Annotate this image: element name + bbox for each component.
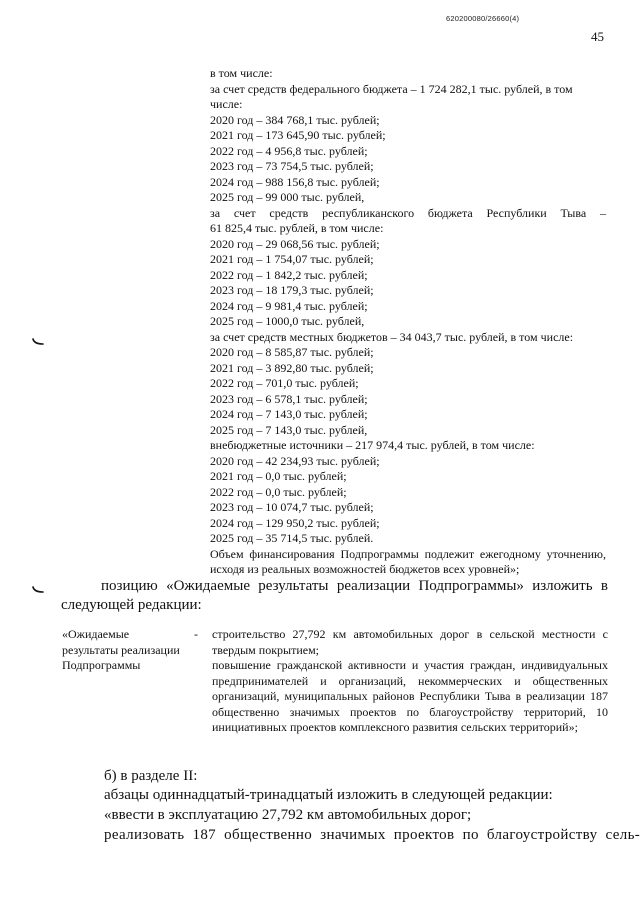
funding-line: 2025 год – 35 714,5 тыс. рублей. — [210, 531, 374, 545]
funding-line: 2023 год – 10 074,7 тыс. рублей; — [210, 500, 374, 514]
margin-mark — [32, 338, 44, 346]
page-number: 45 — [591, 29, 604, 44]
funding-line: 2020 год – 8 585,87 тыс. рублей; — [210, 345, 374, 359]
funding-line: 2024 год – 7 143,0 тыс. рублей; — [210, 407, 368, 421]
funding-line: 2025 год – 1000,0 тыс. рублей, — [210, 314, 365, 328]
funding-line: 2023 год – 6 578,1 тыс. рублей; — [210, 391, 368, 406]
results-content — [212, 627, 608, 736]
funding-line: 2020 год – 29 068,56 тыс. рублей; — [210, 236, 380, 251]
results-paragraph: строительство 27,792 км автомобильных дорог в сельской местности с твердым покрытием; — [212, 627, 608, 657]
funding-line: 2023 год – 73 754,5 тыс. рублей; — [210, 159, 374, 173]
funding-line: 2024 год – 9 981,4 тыс. рублей; — [210, 298, 368, 313]
funding-line: 2022 год – 1 842,2 тыс. рублей; — [210, 267, 368, 282]
margin-mark — [32, 586, 44, 594]
funding-line: 2024 год – 129 950,2 тыс. рублей; — [210, 515, 380, 530]
funding-line: 2024 год – 988 156,8 тыс. рублей; — [210, 174, 380, 189]
funding-line: 2022 год – 4 956,8 тыс. рублей; — [210, 143, 368, 158]
results-paragraph: повышение гражданской активности и участия граждан, индивидуальных предпринимателей и организаций, некоммерческих и общественных организаций, муниципальных районов Республики Тыва в реализации 187 общественно значимых проектов по благоустройству территорий, 10 инициативных проектов комплексного развития сельских территорий»; — [212, 658, 608, 734]
funding-line: внебюджетные источники – 217 974,4 тыс. рублей, в том числе: — [210, 438, 535, 452]
funding-closing: Объем финансирования Подпрограммы подлежит ежегодному уточнению, исходя из реальных возможностей бюджетов всех уровней»; — [210, 546, 606, 576]
funding-line: 2025 год – 7 143,0 тыс. рублей, — [210, 422, 368, 437]
section-heading: б) в разделе II: — [104, 768, 198, 784]
paragraphs-instruction: абзацы одиннадцатый-тринадцатый изложить в следующей редакции: — [104, 787, 553, 803]
funding-line: 2021 год – 1 754,07 тыс. рублей; — [210, 252, 374, 266]
funding-line: 2021 год – 0,0 тыс. рублей; — [210, 469, 347, 483]
expected-results-table — [62, 627, 608, 734]
funding-line: 2021 год – 3 892,80 тыс. рублей; — [210, 360, 374, 375]
funding-line: 2022 год – 701,0 тыс. рублей; — [210, 376, 359, 390]
document-stamp: 620200080/26660(4) — [446, 14, 520, 23]
commission-line: «ввести в эксплуатацию 27,792 км автомобильных дорог; — [104, 807, 472, 823]
funding-line: 2025 год – 99 000 тыс. рублей, — [210, 190, 365, 204]
results-label: «Ожидаемые результаты реализации Подпрограммы — [62, 627, 180, 672]
funding-line: в том числе: — [210, 66, 273, 80]
funding-line: за счет средств местных бюджетов – 34 043,7 тыс. рублей, в том числе: — [210, 329, 574, 344]
results-dash: - — [194, 627, 198, 641]
funding-line: 61 825,4 тыс. рублей, в том числе: — [210, 221, 384, 235]
funding-line: 2023 год – 18 179,3 тыс. рублей; — [210, 283, 374, 297]
funding-line: за счет средств федерального бюджета – 1 724 282,1 тыс. рублей, в том — [210, 81, 573, 96]
funding-line: за счет средств республиканского бюджета Республики Тыва – — [210, 205, 606, 220]
funding-line: 2020 год – 384 768,1 тыс. рублей; — [210, 112, 380, 127]
funding-block — [210, 66, 606, 578]
funding-line: 2021 год – 173 645,90 тыс. рублей; — [210, 128, 386, 142]
funding-line: числе: — [210, 97, 243, 111]
implement-line: реализовать 187 общественно значимых проектов по благоустройству сель- — [104, 827, 640, 843]
funding-line: 2020 год – 42 234,93 тыс. рублей; — [210, 453, 380, 468]
position-paragraph: позицию «Ожидаемые результаты реализации Подпрограммы» изложить в следующей редакции: — [61, 578, 608, 613]
funding-line: 2022 год – 0,0 тыс. рублей; — [210, 484, 347, 499]
